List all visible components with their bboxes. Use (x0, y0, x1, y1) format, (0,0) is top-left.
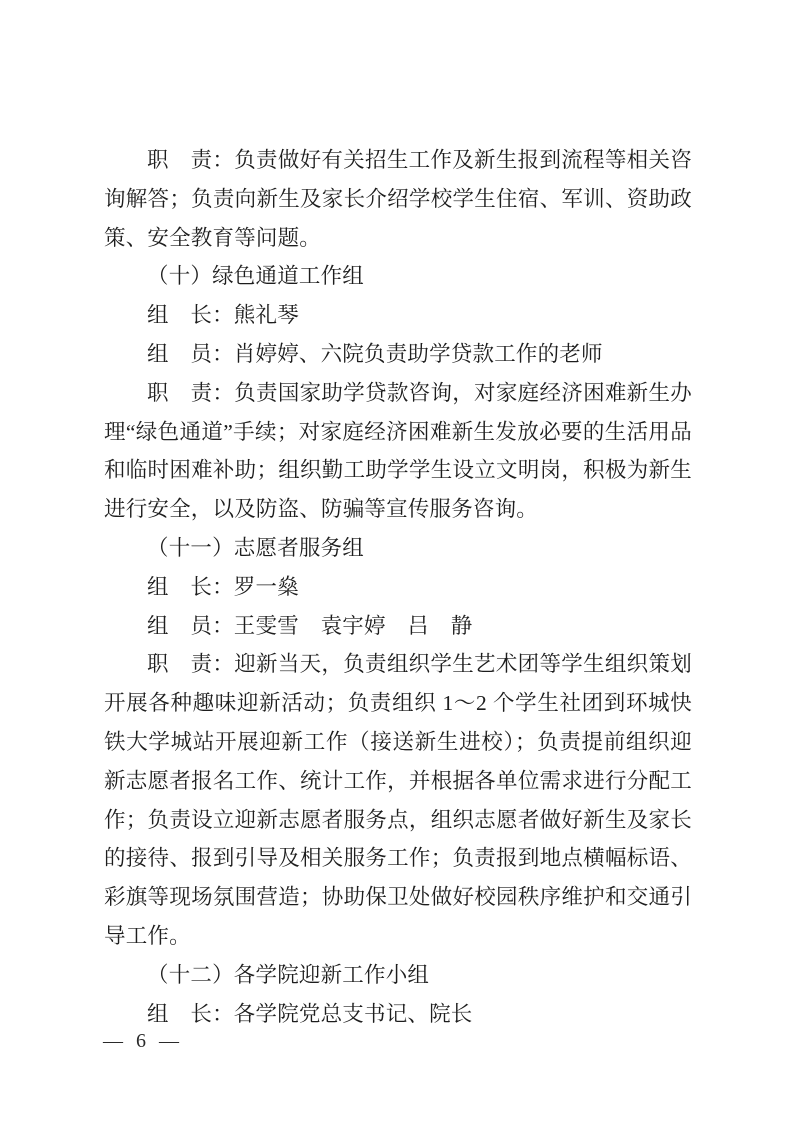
document-body (104, 141, 692, 1033)
section-heading-10: （十）绿色通道工作组 (147, 264, 365, 289)
leader-line-section-12: 组 长：各学院党总支书记、院长 (147, 1001, 473, 1026)
members-line-section-10: 组 员：肖婷婷、六院负责助学贷款工作的老师 (147, 341, 603, 366)
page-footer (103, 1030, 183, 1053)
leader-line-section-10: 组 长：熊礼琴 (147, 303, 299, 328)
duty-paragraph-section-9: 职 责：负责做好有关招生工作及新生报到流程等相关咨询解答；负责向新生及家长介绍学校学生住宿、军训、资助政策、安全教育等问题。 (104, 148, 692, 250)
members-line-section-11: 组 员：王雯雪 袁宇婷 吕 静 (147, 613, 473, 638)
leader-line-section-11: 组 长：罗一燊 (147, 574, 299, 599)
section-heading-12: （十二）各学院迎新工作小组 (147, 962, 430, 987)
section-heading-11: （十一）志愿者服务组 (147, 535, 365, 560)
page-number: — 6 — (103, 1030, 183, 1052)
duty-paragraph-section-11: 职 责：迎新当天，负责组织学生艺术团等学生组织策划开展各种趣味迎新活动；负责组织 1～2 个学生社团到环城快铁大学城站开展迎新工作（接送新生进校）；负责提前组织迎新志愿者报名工作、统计工作，并根据各单位需求进行分配工作；负责设立迎新志愿者服务点，组织志愿者做好新生及家长的接待、报到引导及相关服务工作；负责报到地点横幅标语、彩旗等现场氛围营造；协助保卫处做好校园秩序维护和交通引导工作。 (104, 652, 692, 948)
duty-paragraph-section-10: 职 责：负责国家助学贷款咨询，对家庭经济困难新生办理“绿色通道”手续；对家庭经济困难新生发放必要的生活用品和临时困难补助；组织勤工助学学生设立文明岗，积极为新生进行安全，以及防盗、防骗等宣传服务咨询。 (104, 380, 692, 522)
